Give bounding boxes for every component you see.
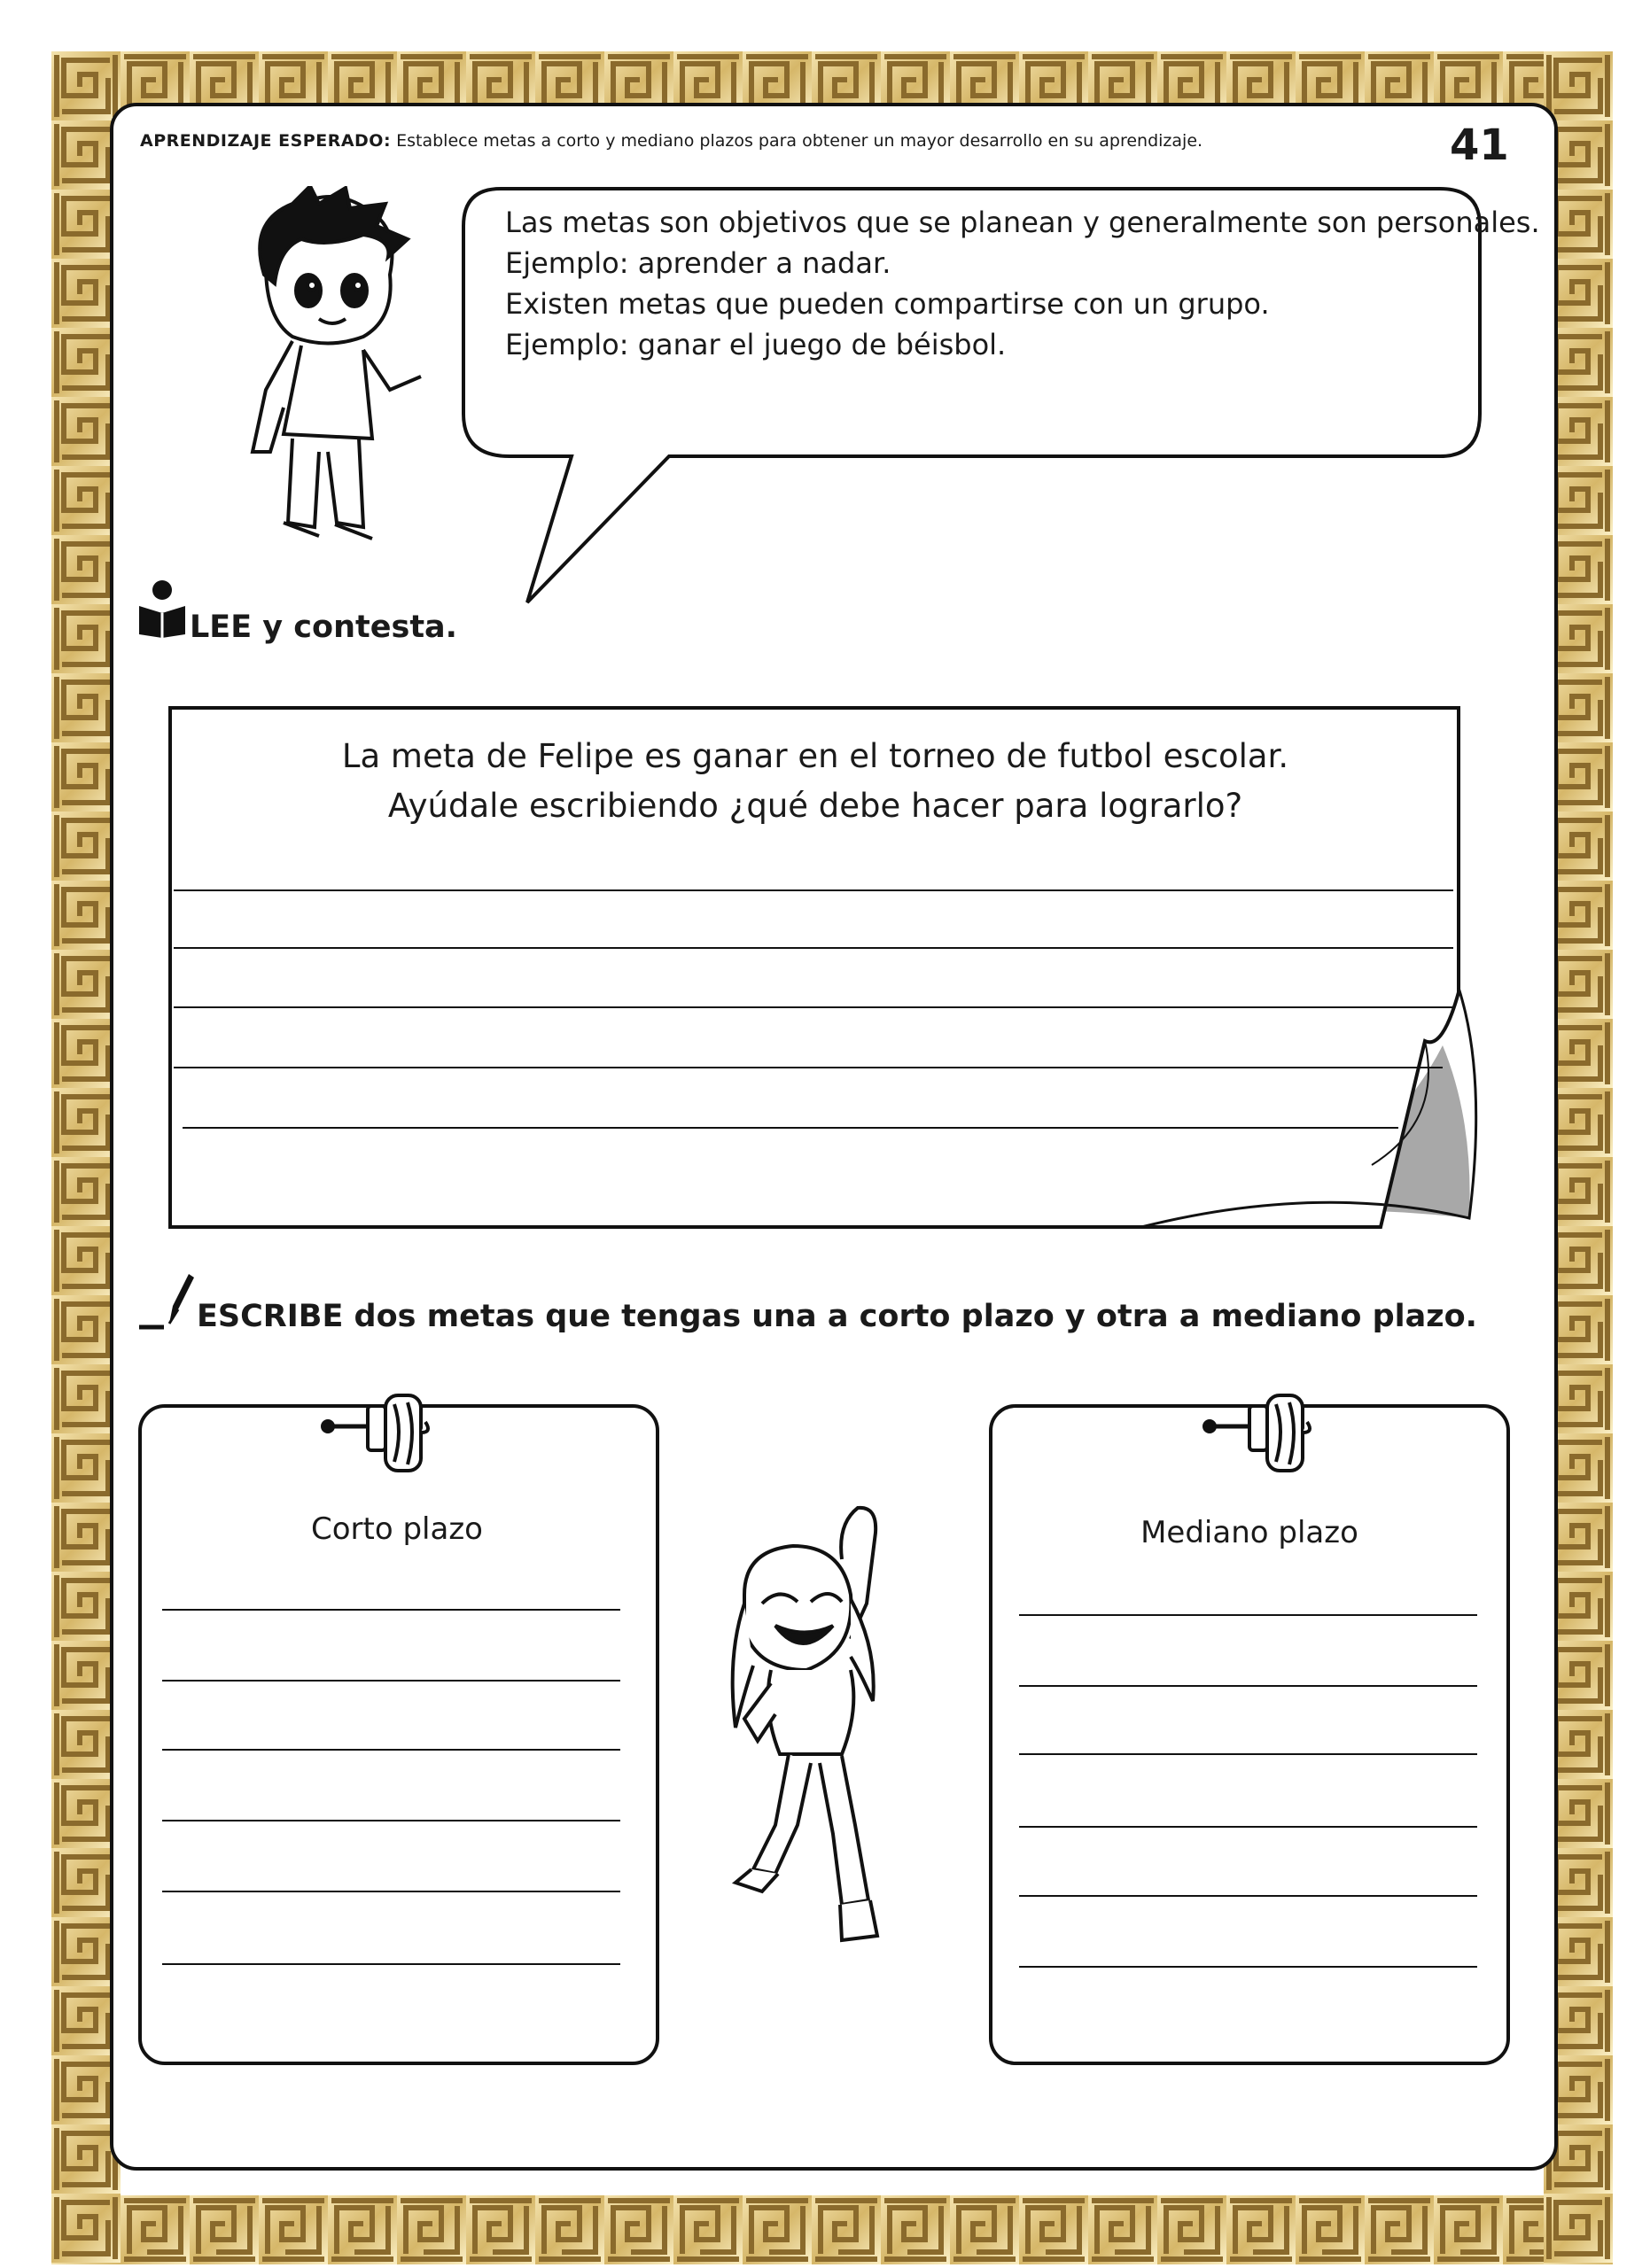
speech-line-1: Las metas son objetivos que se planean y generalmente son personales. xyxy=(505,206,1540,239)
speech-line-2: Ejemplo: aprender a nadar. xyxy=(505,246,891,280)
boy-illustration xyxy=(230,186,425,549)
medium-term-title: Mediano plazo xyxy=(1140,1515,1358,1550)
pencil-icon xyxy=(137,1269,196,1331)
pushpin-icon xyxy=(319,1386,434,1484)
greek-key-border-bottom xyxy=(51,2195,1613,2264)
medium-term-card xyxy=(988,1386,1513,2069)
speech-line-4: Ejemplo: ganar el juego de béisbol. xyxy=(505,328,1007,361)
write-section-title: ESCRIBE dos metas que tengas una a corto plazo y otra a mediano plazo. xyxy=(197,1299,1477,1334)
short-term-card xyxy=(137,1386,662,2069)
pushpin-icon xyxy=(1201,1386,1316,1484)
page-number: 41 xyxy=(1450,120,1509,170)
learning-goal-label: APRENDIZAJE ESPERADO: xyxy=(140,131,392,151)
speech-line-3: Existen metas que pueden compartirse con un grupo. xyxy=(505,287,1270,321)
short-term-title: Corto plazo xyxy=(311,1511,483,1547)
note-prompt-line-2: Ayúdale escribiendo ¿qué debe hacer para lograrlo? xyxy=(387,787,1243,825)
jumping-girl-illustration xyxy=(709,1497,922,1958)
learning-goal-header xyxy=(140,131,1202,151)
speech-bubble-text xyxy=(505,202,1540,365)
read-section-title: LEE y contesta. xyxy=(190,610,457,645)
reading-person-icon xyxy=(137,579,187,638)
note-prompt-line-1: La meta de Felipe es ganar en el torneo de futbol escolar. xyxy=(341,737,1289,775)
learning-goal-text: Establece metas a corto y mediano plazos para obtener un mayor desarrollo en su aprendizaje. xyxy=(396,131,1203,151)
